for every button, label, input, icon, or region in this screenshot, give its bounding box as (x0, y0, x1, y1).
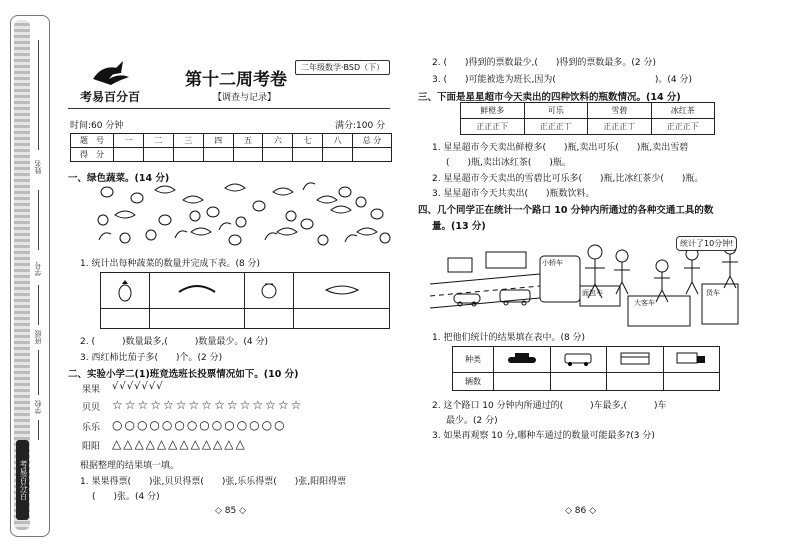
vegetable-count-table (100, 272, 390, 329)
q2-note: 根据整理的结果填一填。 (80, 461, 180, 471)
q4-sub2-cont: 最少。(2 分) (446, 416, 498, 426)
q1-sub2: 2. ( )数量最多,( )数量最少。(4 分) (80, 337, 268, 347)
q4-sub3: 3. 如果再观察 10 分,哪种车通过的数量可能最多?(3 分) (432, 431, 655, 441)
binding-line (38, 285, 39, 325)
vegetables-icon (95, 180, 395, 250)
score-cell[interactable] (173, 148, 203, 162)
vehicle-label-van: 面包车 (582, 289, 603, 297)
score-table-header: 八 (323, 134, 353, 148)
speech-bubble: 统计了10分钟! (676, 236, 737, 251)
binding-field-name: 姓名 (34, 160, 42, 174)
vote-marks: √√√√√√√ (112, 381, 164, 392)
vehicle-table-label: 种类 (453, 347, 494, 373)
truck-icon (663, 347, 720, 373)
drink-header: 雪碧 (588, 103, 652, 119)
q4-title-cont: 量。(13 分) (432, 221, 486, 232)
score-table-header: 七 (293, 134, 323, 148)
q3-sub3: 3. 星星超市今天共卖出( )瓶数饮料。 (432, 189, 595, 199)
binding-line (38, 40, 39, 150)
score-cell[interactable] (293, 148, 323, 162)
count-cell[interactable] (149, 309, 245, 329)
candidate-name: 果果 (82, 385, 101, 395)
vegetable-illustration (95, 180, 395, 250)
score-table (70, 133, 392, 162)
cucumber-icon (149, 273, 245, 309)
drink-header: 可乐 (524, 103, 588, 119)
q1-title: 一、绿色蔬菜。(14 分) (68, 173, 170, 184)
tally-marks: 正正正丅 (524, 119, 588, 135)
count-cell[interactable] (245, 309, 294, 329)
vehicle-table-label: 辆数 (453, 373, 494, 391)
van-icon (550, 347, 607, 373)
score-cell[interactable] (353, 148, 392, 162)
score-cell[interactable] (233, 148, 263, 162)
score-cell[interactable] (323, 148, 353, 162)
tomato-icon (245, 273, 294, 309)
count-cell[interactable] (101, 309, 150, 329)
score-table-row-label: 得 分 (71, 148, 114, 162)
binding-field-class: 班级 (34, 330, 42, 344)
q2-sub1-cont: ( )张。(4 分) (92, 492, 160, 502)
count-cell[interactable] (294, 309, 390, 329)
binding-logo: 考易百分百 (16, 440, 29, 520)
bus-icon (607, 347, 664, 373)
score-table-header: 三 (173, 134, 203, 148)
binding-line (38, 420, 39, 440)
count-cell[interactable] (663, 373, 720, 391)
score-cell[interactable] (114, 148, 144, 162)
score-table-header: 六 (263, 134, 293, 148)
candidate-name: 贝贝 (82, 403, 101, 413)
eggplant-icon (101, 273, 150, 309)
vote-marks: ○○○○○○○○○○○○○○ (112, 418, 287, 432)
count-cell[interactable] (550, 373, 607, 391)
exam-subtitle: 【调查与记录】 (213, 93, 277, 103)
tally-marks: 正正正下 (461, 119, 525, 135)
count-cell[interactable] (607, 373, 664, 391)
drink-tally-table (460, 102, 715, 135)
page-number: ◇ 85 ◇ (215, 506, 247, 516)
q2-title: 二、实验小学二(1)班竞选班长投票情况如下。(10 分) (68, 369, 299, 380)
binding-field-number: 学号 (34, 262, 42, 276)
q1-sub1: 1. 统计出每种蔬菜的数量并完成下表。(8 分) (80, 259, 261, 269)
vehicle-label-truck: 货车 (706, 289, 720, 297)
vehicle-label-car: 小轿车 (542, 259, 563, 267)
score-cell[interactable] (263, 148, 293, 162)
score-table-header: 二 (143, 134, 173, 148)
count-cell[interactable] (494, 373, 551, 391)
vote-marks: ☆☆☆☆☆☆☆☆☆☆☆☆☆☆☆ (112, 398, 304, 412)
drink-header: 鲜橙多 (461, 103, 525, 119)
score-table-header: 四 (203, 134, 233, 148)
candidate-name: 阳阳 (82, 442, 101, 452)
exam-title: 第十二周考卷 (185, 70, 287, 90)
q4-sub2: 2. 这个路口 10 分钟内所通过的( )车最多,( )车 (432, 401, 667, 411)
q2-sub1: 1. 果果得票( )张,贝贝得票( )张,乐乐得票( )张,阳阳得票 (80, 477, 347, 487)
binding-field-school: 学校 (34, 400, 42, 414)
vehicle-label-bus: 大客车 (634, 299, 655, 307)
score-cell[interactable] (143, 148, 173, 162)
drink-header: 冰红茶 (651, 103, 715, 119)
time-label: 时间:60 分钟 (70, 121, 124, 131)
binding-line (38, 190, 39, 250)
score-table-header: 一 (114, 134, 144, 148)
q4-sub1: 1. 把他们统计的结果填在表中。(8 分) (432, 333, 586, 343)
q3-sub1: 1. 星星超市今天卖出鲜橙多( )瓶,卖出可乐( )瓶,卖出雪碧 (432, 143, 689, 153)
q4-title: 四、几个同学正在统计一个路口 10 分钟内所通过的各种交通工具的数 (418, 205, 714, 216)
q2-sub3: 3. ( )可能被选为班长,因为( )。(4 分) (432, 75, 692, 85)
tally-marks: 正正正下 (651, 119, 715, 135)
tally-marks: 正正正丅 (588, 119, 652, 135)
q3-sub2: 2. 星星超市今天卖出的雪碧比可乐多( )瓶,比冰红茶少( )瓶。 (432, 174, 704, 184)
candidate-name: 乐乐 (82, 423, 101, 433)
q1-sub3: 3. 西红柿比茄子多( )个。(2 分) (80, 353, 223, 363)
vehicle-count-table (452, 346, 720, 391)
score-cell[interactable] (203, 148, 233, 162)
score-table-header: 总 分 (353, 134, 392, 148)
score-label: 满分:100 分 (335, 121, 386, 131)
grade-badge: 二年级数学·BSD（下） (295, 60, 390, 75)
score-table-header: 题 号 (71, 134, 114, 148)
page-number: ◇ 86 ◇ (565, 506, 597, 516)
q3-sub1-cont: ( )瓶,卖出冰红茶( )瓶。 (446, 158, 571, 168)
header-divider (68, 108, 390, 109)
vote-marks: △△△△△△△△△△△△ (112, 437, 247, 451)
binding-line (38, 350, 39, 395)
q2-sub2: 2. ( )得到的票数最少,( )得到的票数最多。(2 分) (432, 58, 656, 68)
q3-title: 三、下面是星星超市今天卖出的四种饮料的瓶数情况。(14 分) (418, 92, 681, 103)
score-table-header: 五 (233, 134, 263, 148)
brand-name: 考易百分百 (80, 90, 141, 104)
bitter-gourd-icon (294, 273, 390, 309)
car-icon (494, 347, 551, 373)
